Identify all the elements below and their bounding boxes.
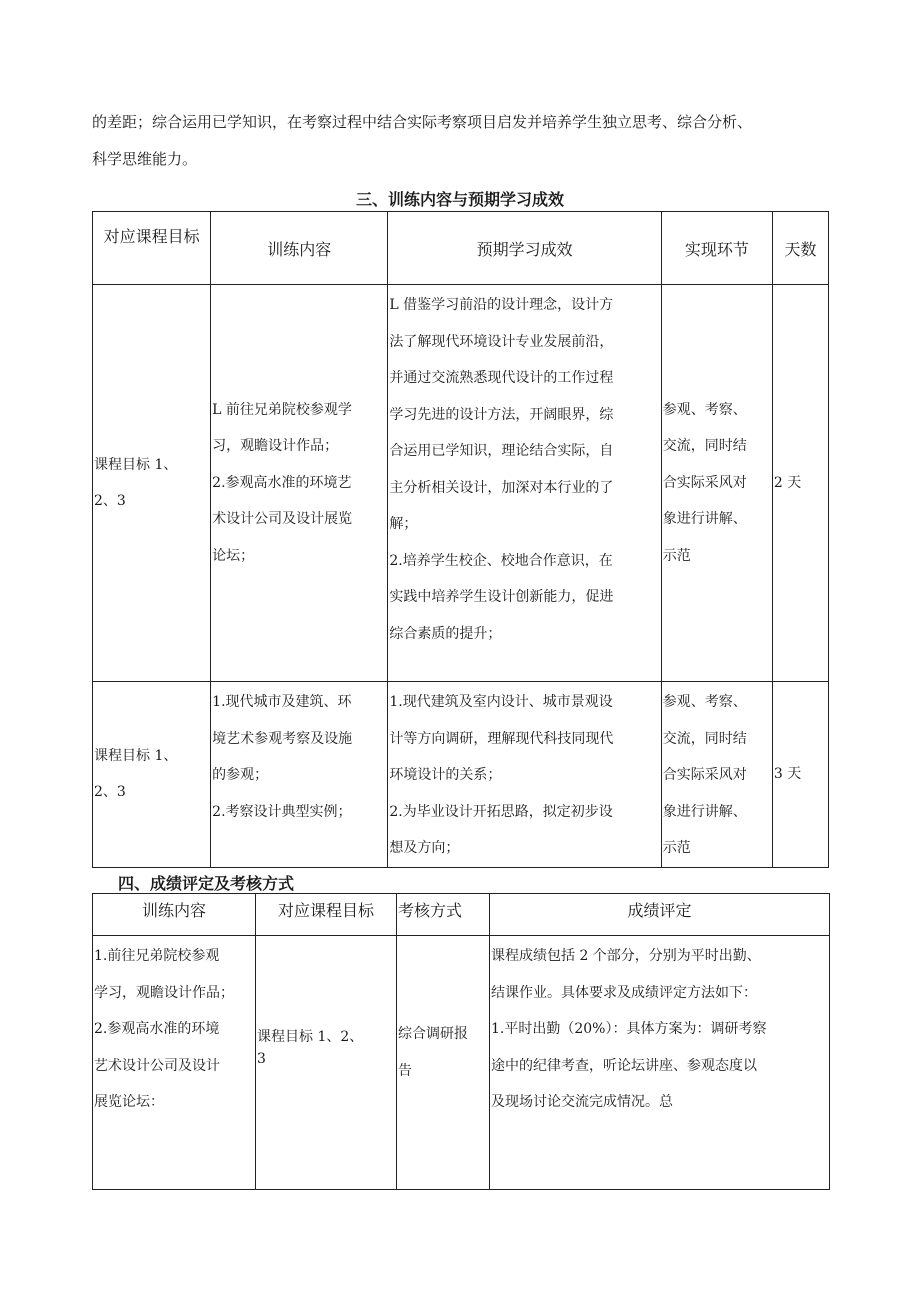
cell-line: 环境设计的关系； xyxy=(389,767,502,783)
implementation-cell xyxy=(661,682,772,868)
training-content-table xyxy=(92,211,829,868)
cell-line: 示范 xyxy=(662,547,691,564)
training-content-cell xyxy=(211,285,388,682)
implementation-cell xyxy=(661,285,772,682)
intro-paragraph xyxy=(92,104,832,178)
cell-line: 及现场讨论交流完成情况。总 xyxy=(491,1094,673,1110)
table-header-row xyxy=(93,212,829,285)
days-cell: 3 天 xyxy=(772,682,828,868)
days-cell: 2 天 xyxy=(772,285,828,682)
cell-line: 示范 xyxy=(662,840,691,856)
section-3-heading: 三、训练内容与预期学习成效 xyxy=(355,190,564,209)
cell-line: 计等方向调研，理解现代科技同现代 xyxy=(389,730,614,747)
cell-line: 2.考察设计典型实例； xyxy=(212,803,352,820)
cell-line: 象进行讲解、 xyxy=(662,511,747,528)
cell-line: 途中的纪律考查，听论坛讲座、参观态度以 xyxy=(491,1057,757,1074)
cell-line: 课程目标 1、 xyxy=(94,456,178,473)
cell-line: 习，观瞻设计作品； xyxy=(212,438,339,455)
cell-line: 交流，同时结 xyxy=(662,730,747,747)
cell-line: 3 xyxy=(257,1051,266,1067)
cell-line: 境艺术参观考察及设施 xyxy=(212,730,353,747)
cell-line: 的参观； xyxy=(212,767,269,783)
cell-line: 艺术设计公司及设计 xyxy=(94,1057,220,1074)
cell-line: 课程目标 1、 xyxy=(94,747,178,764)
expected-outcome-cell xyxy=(388,285,661,682)
cell-line: 学习先进的设计方法，开阔眼界，综 xyxy=(389,406,614,423)
expected-outcome-cell xyxy=(388,682,661,868)
cell-line: 术设计公司及设计展览 xyxy=(212,511,353,528)
training-content-cell xyxy=(211,682,388,868)
table-row xyxy=(93,285,829,682)
cell-line: 2、3 xyxy=(94,493,126,509)
cell-line: 1.现代城市及建筑、环 xyxy=(212,694,352,710)
cell-line: 综合素质的提升； xyxy=(389,625,502,642)
cell-line: 解； xyxy=(389,516,418,532)
cell-line: 告 xyxy=(398,1062,412,1079)
course-goal-cell xyxy=(256,936,397,1190)
cell-line: 学习，观瞻设计作品； xyxy=(94,984,234,1001)
cell-line: 1.现代建筑及室内设计、城市景观设 xyxy=(389,694,613,710)
assessment-method-cell xyxy=(397,936,490,1190)
cell-line: L 前往兄弟院校参观学 xyxy=(212,401,352,418)
section-4-heading: 四、成绩评定及考核方式 xyxy=(118,874,295,893)
course-goal-cell xyxy=(93,682,211,868)
cell-line: 2.培养学生校企、校地合作意识，在 xyxy=(389,552,613,569)
cell-line: 论坛； xyxy=(212,547,255,564)
cell-line: 1.前往兄弟院校参观 xyxy=(94,948,220,964)
cell-line: 综合调研报 xyxy=(398,1026,468,1042)
grading-cell xyxy=(490,936,830,1190)
cell-line: 想及方向； xyxy=(389,840,460,856)
header-training-content: 训练内容 xyxy=(93,894,256,936)
cell-line: 2、3 xyxy=(94,784,126,801)
header-grading: 成绩评定 xyxy=(490,894,830,936)
intro-line: 科学思维能力。 xyxy=(92,150,198,168)
header-assessment-method: 考核方式 xyxy=(397,894,490,936)
intro-line: 的差距；综合运用已学知识，在考察过程中结合实际考察项目启发并培养学生独立思考、综合分析、 xyxy=(92,113,753,131)
header-course-goal: 对应课程目标 xyxy=(256,894,397,936)
table-row xyxy=(93,682,829,868)
cell-line: 2.参观高水准的环境艺 xyxy=(212,474,352,491)
cell-line: 合实际采风对 xyxy=(662,767,747,783)
cell-line: 结课作业。具体要求及成绩评定方法如下： xyxy=(491,984,757,1001)
header-days: 天数 xyxy=(772,212,828,285)
table-header-row xyxy=(93,894,830,936)
cell-line: 并通过交流熟悉现代设计的工作过程 xyxy=(389,370,614,386)
cell-line: 参观、考察、 xyxy=(662,694,747,710)
cell-line: 参观、考察、 xyxy=(662,401,747,418)
cell-line: 2.参观高水准的环境 xyxy=(94,1021,220,1037)
course-goal-cell xyxy=(93,285,211,682)
cell-line: 交流，同时结 xyxy=(662,438,747,455)
cell-line: 课程成绩包括 2 个部分，分别为平时出勤、 xyxy=(491,948,761,964)
cell-line: 展览论坛： xyxy=(94,1094,164,1110)
cell-line: 课程目标 1、2、 xyxy=(257,1029,364,1045)
cell-line: 实践中培养学生设计创新能力，促进 xyxy=(389,589,614,605)
header-implementation: 实现环节 xyxy=(661,212,772,285)
cell-line: 法了解现代环境设计专业发展前沿， xyxy=(389,333,614,350)
training-content-cell xyxy=(93,936,256,1190)
cell-line: L 借鉴学习前沿的设计理念，设计方 xyxy=(389,297,614,313)
header-course-goal: 对应课程目标 xyxy=(93,212,211,285)
cell-line: 合实际采风对 xyxy=(662,474,747,491)
cell-line: 主分析相关设计，加深对本行业的了 xyxy=(389,479,614,496)
cell-line: 2.为毕业设计开拓思路，拟定初步设 xyxy=(389,803,613,820)
header-expected-outcome: 预期学习成效 xyxy=(388,212,661,285)
header-training-content: 训练内容 xyxy=(211,212,388,285)
table-row xyxy=(93,936,830,1190)
cell-line: 1.平时出勤（20%）：具体方案为：调研考察 xyxy=(491,1021,767,1037)
cell-line: 象进行讲解、 xyxy=(662,803,747,820)
cell-line: 合运用已学知识，理论结合实际，自 xyxy=(389,443,614,459)
assessment-table xyxy=(92,893,830,1190)
